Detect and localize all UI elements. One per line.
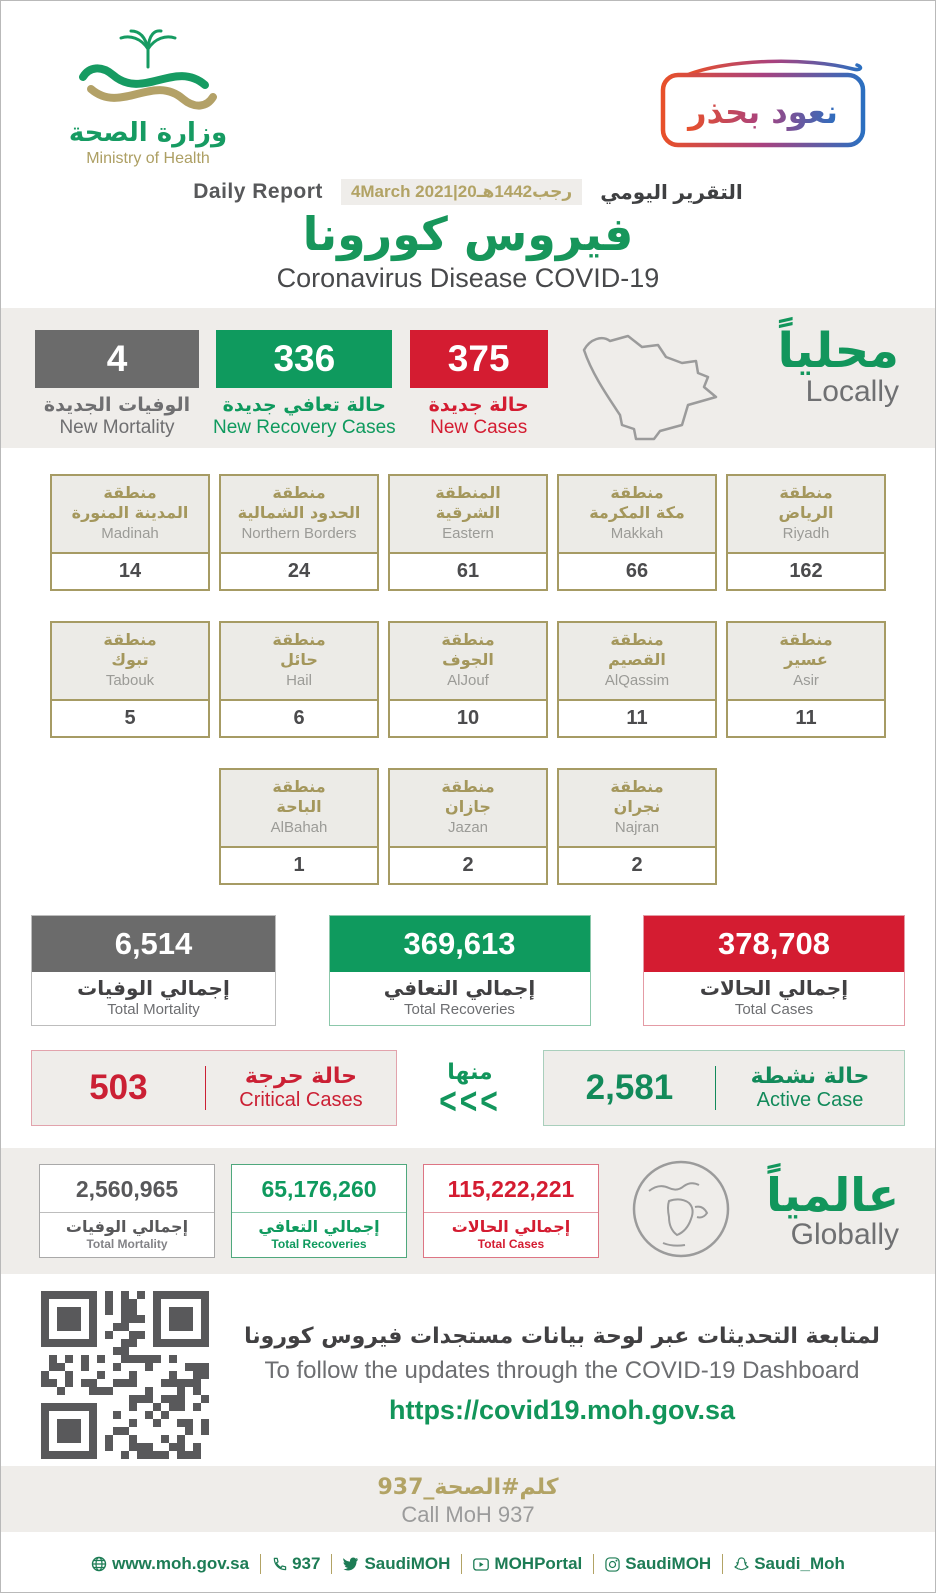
region-en: AlBahah (270, 819, 328, 836)
region-ar-line1: منطقة (103, 483, 157, 502)
globe-icon (91, 1556, 107, 1572)
region-en: Eastern (442, 525, 494, 542)
active-case-value: 2,581 (585, 1068, 674, 1107)
region-value: 6 (293, 707, 305, 729)
globally-heading (749, 1167, 901, 1253)
new-cases-label-en: New Cases (430, 417, 528, 438)
page-title-en: Coronavirus Disease COVID-19 (276, 263, 660, 293)
return-with-caution-badge-icon (657, 57, 871, 153)
active-case-label-en: Active Case (756, 1089, 864, 1112)
region-ar-line1: منطقة (610, 630, 664, 649)
global-cases-label-en: Total Cases (477, 1237, 545, 1251)
daily-report-label-ar: التقرير اليومي (600, 181, 743, 204)
region-en: Makkah (610, 525, 664, 542)
regions-grid (1, 474, 935, 885)
globally-heading-ar: عالمياً (766, 1167, 899, 1222)
region-ar-line1: منطقة (272, 777, 326, 796)
region-ar-line1: منطقة (610, 483, 664, 502)
new-recovery-stat (213, 330, 396, 439)
locally-heading-ar: محلياً (777, 323, 899, 379)
total-recoveries-card (329, 915, 591, 1026)
dashboard-text-ar: لمتابعة التحديثات عبر لوحة بيانات مستجدات فيروس كورونا (244, 1324, 880, 1349)
region-card-riyadh (726, 474, 886, 591)
locally-heading-en: Locally (805, 375, 899, 409)
footer-item-label: Saudi_Moh (754, 1554, 845, 1573)
globe-icon (629, 1157, 733, 1266)
footer-item-youtube[interactable] (461, 1554, 593, 1574)
global-recoveries-label-ar: إجمالي التعافي (258, 1217, 380, 1236)
new-recovery-label-ar: حالة تعافي جديدة (222, 394, 387, 416)
footer-item-label: SaudiMOH (364, 1554, 451, 1573)
region-ar-line1: منطقة (779, 483, 833, 502)
moh-logo-icon (53, 27, 243, 177)
global-cases-card (423, 1164, 599, 1258)
global-recoveries-value: 65,176,260 (261, 1176, 377, 1202)
new-recovery-label-en: New Recovery Cases (213, 417, 396, 438)
region-card-aljouf (388, 621, 548, 738)
region-card-alqassim (557, 621, 717, 738)
region-value: 1 (293, 854, 305, 876)
new-mortality-value: 4 (35, 330, 199, 388)
region-value: 2 (631, 854, 643, 876)
region-ar-line2: المدينة المنورة (71, 503, 189, 522)
new-mortality-label-ar: الوفيات الجديدة (43, 394, 191, 416)
region-card-northern-borders (219, 474, 379, 591)
youtube-icon (473, 1558, 489, 1571)
page-title-ar: فيروس كورونا (302, 207, 634, 261)
global-recoveries-label-en: Total Recoveries (271, 1237, 367, 1251)
region-en: Northern Borders (241, 525, 357, 542)
region-ar-line2: مكة المكرمة (589, 503, 685, 522)
divider (424, 1212, 598, 1213)
footer-item-snapchat[interactable] (722, 1554, 856, 1574)
region-card-hail (219, 621, 379, 738)
region-value: 162 (789, 560, 823, 582)
region-value: 14 (118, 560, 142, 582)
footer-item-label: www.moh.gov.sa (112, 1554, 250, 1573)
region-ar-line2: الشرقية (435, 503, 501, 522)
region-en: Jazan (447, 819, 489, 836)
dashboard-text-en: To follow the updates through the COVID-19 Dashboard (264, 1357, 860, 1384)
active-case-box (543, 1050, 905, 1126)
total-cases-card (643, 915, 905, 1026)
region-ar-line1: المنطقة (435, 483, 501, 502)
call-moh-section (1, 1466, 935, 1532)
global-cases-label-ar: إجمالي الحالات (451, 1217, 571, 1236)
region-ar-line1: منطقة (610, 777, 664, 796)
region-en: AlJouf (447, 672, 489, 689)
qr-code (41, 1291, 209, 1459)
report-date (341, 179, 582, 205)
divider (40, 1212, 214, 1213)
region-ar-line1: منطقة (779, 630, 833, 649)
new-cases-stat (410, 330, 548, 439)
total-recoveries-label-en: Total Recoveries (404, 1001, 515, 1018)
moh-logo (53, 27, 243, 182)
region-en: Hail (286, 672, 312, 689)
footer-item-label: SaudiMOH (625, 1554, 712, 1573)
regions-row-3 (1, 768, 935, 885)
badge-text: نعود بحذر (688, 93, 838, 131)
region-value: 11 (795, 707, 817, 729)
twitter-icon (343, 1557, 359, 1571)
total-mortality-value: 6,514 (32, 916, 275, 972)
region-ar-line1: منطقة (272, 483, 326, 502)
region-en: Najran (614, 819, 660, 836)
locally-section (1, 308, 935, 448)
chevrons-left-icon: <<< (439, 1080, 501, 1122)
global-cases-value: 115,222,221 (447, 1176, 575, 1202)
critical-cases-label-ar: حالة حرجة (244, 1063, 357, 1089)
active-case-label-ar: حالة نشطة (750, 1063, 870, 1089)
region-card-albahah (219, 768, 379, 885)
footer-item-label: MOHPortal (494, 1554, 583, 1573)
footer-item-instagram[interactable] (593, 1554, 722, 1574)
footer-item-phone[interactable] (260, 1554, 331, 1574)
total-mortality-card (31, 915, 276, 1026)
critical-cases-value: 503 (89, 1068, 148, 1107)
region-en: Tabouk (105, 672, 155, 689)
call-moh-label-en: Call MoH 937 (401, 1502, 535, 1527)
region-ar-line2: عسير (784, 650, 828, 669)
footer-item-label: 937 (292, 1554, 321, 1573)
region-ar-line1: منطقة (441, 630, 495, 649)
dashboard-url-link[interactable]: https://covid19.moh.gov.sa (388, 1395, 736, 1425)
header (1, 1, 935, 173)
divider (232, 1212, 406, 1213)
global-mortality-label-ar: إجمالي الوفيات (65, 1217, 189, 1236)
call-moh-hashtag-ar: كلم#الصحة_937 (377, 1475, 559, 1500)
region-ar-line1: منطقة (441, 777, 495, 796)
region-card-najran (557, 768, 717, 885)
daily-report-label-en: Daily Report (193, 180, 323, 203)
region-ar-line2: تبوك (111, 650, 149, 669)
new-mortality-stat (35, 330, 199, 439)
critical-cases-box (31, 1050, 397, 1126)
critical-cases-label-en: Critical Cases (239, 1089, 363, 1112)
region-card-makkah (557, 474, 717, 591)
total-cases-label-ar: إجمالي الحالات (699, 976, 849, 1000)
of-which-label-ar: منها (447, 1059, 493, 1085)
snapchat-icon (734, 1557, 749, 1572)
of-which-indicator (397, 1059, 543, 1122)
global-recoveries-card (231, 1164, 407, 1258)
date-gregorian: 4March 2021 (350, 182, 454, 201)
total-cases-value: 378,708 (644, 916, 904, 972)
regions-row-1 (1, 474, 935, 591)
region-en: AlQassim (604, 672, 670, 689)
total-mortality-label-ar: إجمالي الوفيات (77, 976, 230, 1000)
region-ar-line2: جازان (445, 797, 491, 816)
region-en: Madinah (101, 525, 159, 542)
region-value: 10 (456, 707, 480, 729)
new-mortality-label-en: New Mortality (59, 417, 175, 438)
region-card-jazan (388, 768, 548, 885)
total-recoveries-label-ar: إجمالي التعافي (383, 976, 536, 1000)
region-ar-line2: الحدود الشمالية (237, 503, 361, 522)
global-mortality-label-en: Total Mortality (86, 1237, 168, 1251)
new-cases-value: 375 (410, 330, 548, 388)
total-recoveries-value: 369,613 (330, 916, 590, 972)
globally-section (1, 1148, 935, 1274)
phone-icon (272, 1557, 287, 1572)
totals-row (1, 915, 935, 1026)
footer-social-bar (1, 1554, 935, 1574)
region-ar-line1: منطقة (272, 630, 326, 649)
region-ar-line2: الجوف (442, 650, 494, 669)
region-en: Asir (793, 672, 819, 689)
new-recovery-value: 336 (216, 330, 392, 388)
global-mortality-value: 2,560,965 (75, 1176, 179, 1202)
report-row (1, 179, 935, 205)
region-value: 5 (124, 707, 136, 729)
instagram-icon (605, 1557, 620, 1572)
active-critical-row (1, 1050, 935, 1126)
region-ar-line2: حائل (280, 650, 318, 669)
region-ar-line2: نجران (613, 797, 661, 816)
region-ar-line2: القصيم (608, 650, 666, 669)
total-cases-label-en: Total Cases (734, 1001, 814, 1018)
globally-heading-en: Globally (790, 1218, 899, 1252)
region-ar-line1: منطقة (103, 630, 157, 649)
footer-item-twitter[interactable] (331, 1554, 461, 1574)
region-value: 61 (456, 560, 480, 582)
region-card-tabouk (50, 621, 210, 738)
dashboard-section (1, 1274, 935, 1460)
region-value: 66 (625, 560, 649, 582)
logo-text-en: Ministry of Health (86, 150, 210, 167)
global-mortality-card (39, 1164, 215, 1258)
region-ar-line2: الرياض (778, 503, 834, 522)
logo-text-ar: وزارة الصحة (68, 118, 228, 148)
region-card-asir (726, 621, 886, 738)
region-value: 11 (626, 707, 648, 729)
footer-item-website[interactable] (80, 1554, 260, 1574)
total-mortality-label-en: Total Mortality (107, 1001, 200, 1018)
saudi-map-icon (570, 326, 720, 449)
date-separator: | (453, 182, 458, 201)
region-value: 24 (287, 560, 311, 582)
regions-row-2 (1, 621, 935, 738)
return-with-caution-badge (657, 27, 887, 158)
locally-heading (734, 324, 905, 409)
date-hijri: 20رجب1442هـ (457, 182, 573, 201)
region-value: 2 (462, 854, 474, 876)
region-ar-line2: الباحة (276, 797, 322, 816)
region-card-eastern (388, 474, 548, 591)
new-cases-label-ar: حالة جديدة (428, 394, 529, 416)
region-card-madinah (50, 474, 210, 591)
region-en: Riyadh (782, 525, 830, 542)
